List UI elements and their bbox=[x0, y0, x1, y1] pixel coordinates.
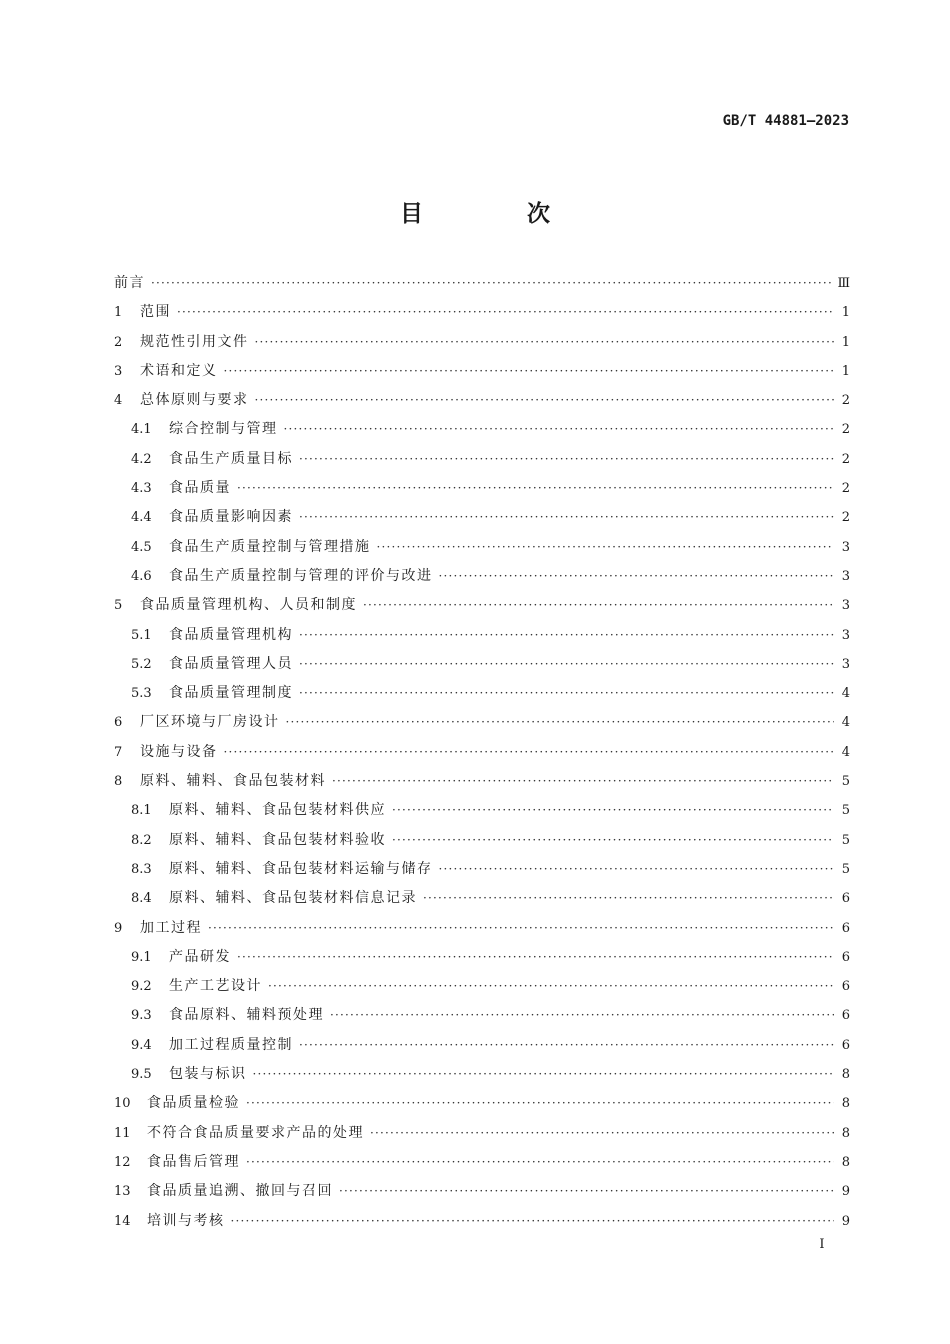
toc-entry[interactable] bbox=[114, 298, 850, 327]
toc-leader-dots bbox=[299, 445, 834, 474]
toc-leader-dots bbox=[299, 503, 834, 532]
toc-leader-dots bbox=[253, 1060, 835, 1089]
toc-entry-label: 综合控制与管理 bbox=[169, 421, 278, 438]
toc-entry-label: 设施与设备 bbox=[140, 743, 218, 760]
toc-entry-label: 食品质量影响因素 bbox=[169, 509, 293, 526]
toc-entry[interactable] bbox=[114, 445, 850, 474]
toc-entry-number: 9.2 bbox=[131, 979, 152, 995]
toc-leader-dots bbox=[299, 650, 834, 679]
toc-entry-number: 10 bbox=[114, 1096, 131, 1112]
toc-entry-page: 5 bbox=[841, 803, 850, 819]
toc-leader-dots bbox=[246, 1148, 834, 1177]
toc-entry-number: 7 bbox=[114, 744, 123, 760]
toc-leader-dots bbox=[363, 591, 834, 620]
toc-leader-dots bbox=[439, 855, 835, 884]
toc-entry[interactable] bbox=[114, 972, 850, 1001]
toc-entry-number: 13 bbox=[114, 1184, 131, 1200]
toc-entry-page: 5 bbox=[841, 861, 850, 877]
toc-entry[interactable] bbox=[114, 1089, 850, 1118]
toc-entry-label: 食品生产质量控制与管理的评价与改进 bbox=[169, 567, 433, 584]
toc-entry[interactable] bbox=[114, 650, 850, 679]
toc-entry-page: 4 bbox=[841, 686, 850, 702]
toc-entry-page: 6 bbox=[841, 1008, 850, 1024]
toc-leader-dots bbox=[392, 826, 834, 855]
toc-entry-page: 4 bbox=[841, 744, 850, 760]
toc-title: 目 次 bbox=[399, 201, 598, 227]
toc-leader-dots bbox=[231, 1207, 835, 1236]
toc-entry-page: 2 bbox=[841, 510, 850, 526]
toc-leader-dots bbox=[237, 943, 834, 972]
toc-entry-label: 生产工艺设计 bbox=[169, 978, 262, 995]
toc-entry-number: 2 bbox=[114, 334, 123, 350]
toc-entry-label: 食品原料、辅料预处理 bbox=[169, 1007, 324, 1024]
toc-entry[interactable] bbox=[114, 328, 850, 357]
toc-leader-dots bbox=[339, 1177, 834, 1206]
toc-entry-label: 食品质量管理人员 bbox=[169, 655, 293, 672]
toc-entry-page: 1 bbox=[841, 363, 850, 379]
toc-entry-page: 3 bbox=[841, 568, 850, 584]
toc-entry-label: 食品质量检验 bbox=[147, 1095, 240, 1112]
toc-entry[interactable] bbox=[114, 1148, 850, 1177]
toc-entry[interactable] bbox=[114, 1207, 850, 1236]
toc-entry-label: 食品质量管理机构 bbox=[169, 626, 293, 643]
toc-entry-number: 4.6 bbox=[131, 568, 152, 584]
toc-entry-number: 5.3 bbox=[131, 686, 152, 702]
toc-entry-number: 9.1 bbox=[131, 949, 152, 965]
toc-leader-dots bbox=[439, 562, 835, 591]
toc-entry-number: 4.5 bbox=[131, 539, 152, 555]
toc-entry-page: 6 bbox=[841, 891, 850, 907]
toc-entry-number: 9.3 bbox=[131, 1008, 152, 1024]
toc-leader-dots bbox=[268, 972, 834, 1001]
toc-entry-number: 8.1 bbox=[131, 803, 152, 819]
standard-number: GB/T 44881—2023 bbox=[722, 113, 849, 129]
toc-entry[interactable] bbox=[114, 1001, 850, 1030]
toc-leader-dots bbox=[377, 533, 835, 562]
toc-leader-dots bbox=[423, 884, 834, 913]
toc-entry-label: 加工过程 bbox=[140, 919, 202, 936]
toc-leader-dots bbox=[330, 1001, 834, 1030]
toc-entry-page: 3 bbox=[841, 627, 850, 643]
toc-entry-page: 8 bbox=[841, 1096, 850, 1112]
toc-entry[interactable] bbox=[114, 1060, 850, 1089]
toc-leader-dots bbox=[299, 1031, 834, 1060]
toc-entry-number: 5 bbox=[114, 598, 123, 614]
toc-entry-page: 5 bbox=[841, 832, 850, 848]
toc-entry-number: 12 bbox=[114, 1154, 131, 1170]
toc-entry[interactable] bbox=[114, 1177, 850, 1206]
toc-leader-dots bbox=[299, 679, 834, 708]
toc-entry-page: 6 bbox=[841, 949, 850, 965]
toc-entry-number: 4.1 bbox=[131, 422, 152, 438]
toc-entry[interactable] bbox=[114, 679, 850, 708]
toc-entry-page: 5 bbox=[841, 774, 850, 790]
toc-entry[interactable] bbox=[114, 269, 850, 298]
toc-entry-page: 8 bbox=[841, 1067, 850, 1083]
toc-entry-number: 1 bbox=[114, 305, 123, 321]
toc-leader-dots bbox=[255, 386, 835, 415]
toc-entry-page: 3 bbox=[841, 598, 850, 614]
toc-entry-number: 8.4 bbox=[131, 891, 152, 907]
toc-entry-page: 2 bbox=[841, 481, 850, 497]
toc-leader-dots bbox=[332, 767, 834, 796]
toc-entry-label: 原料、辅料、食品包装材料 bbox=[140, 773, 326, 790]
toc-entry-label: 范围 bbox=[140, 304, 171, 321]
toc-entry[interactable] bbox=[114, 796, 850, 825]
toc-entry[interactable] bbox=[114, 826, 850, 855]
toc-entry[interactable] bbox=[114, 914, 850, 943]
toc-entry-label: 食品生产质量目标 bbox=[169, 450, 293, 467]
toc-entry-page: 4 bbox=[841, 715, 850, 731]
toc-entry-number: 8.3 bbox=[131, 861, 152, 877]
toc-entry-label: 前言 bbox=[114, 275, 145, 291]
toc-entry-page: 9 bbox=[841, 1213, 850, 1229]
toc-entry-number: 6 bbox=[114, 715, 123, 731]
toc-leader-dots bbox=[224, 738, 835, 767]
toc-entry-page: 1 bbox=[841, 305, 850, 321]
toc-leader-dots bbox=[370, 1119, 834, 1148]
toc-entry-label: 食品质量管理制度 bbox=[169, 685, 293, 702]
toc-entry-number: 8.2 bbox=[131, 832, 152, 848]
toc-entry-label: 不符合食品质量要求产品的处理 bbox=[147, 1124, 364, 1141]
toc-entry[interactable] bbox=[114, 767, 850, 796]
toc-entry[interactable] bbox=[114, 386, 850, 415]
toc-leader-dots bbox=[299, 621, 834, 650]
toc-entry[interactable] bbox=[114, 562, 850, 591]
toc-entry-number: 8 bbox=[114, 774, 123, 790]
toc-entry[interactable] bbox=[114, 474, 850, 503]
toc-leader-dots bbox=[237, 474, 834, 503]
toc-entry-label: 术语和定义 bbox=[140, 362, 218, 379]
toc-entry[interactable] bbox=[114, 884, 850, 913]
toc-entry-page: 8 bbox=[841, 1154, 850, 1170]
toc-entry-number: 14 bbox=[114, 1213, 131, 1229]
toc-entry[interactable] bbox=[114, 1031, 850, 1060]
toc-entry-label: 原料、辅料、食品包装材料验收 bbox=[169, 831, 386, 848]
page-number: I bbox=[819, 1237, 825, 1252]
toc-entry[interactable] bbox=[114, 708, 850, 737]
toc-leader-dots bbox=[246, 1089, 834, 1118]
toc-entry-label: 包装与标识 bbox=[169, 1066, 247, 1083]
toc-entry-page: 6 bbox=[841, 1037, 850, 1053]
toc-leader-dots bbox=[284, 415, 835, 444]
toc-entry[interactable] bbox=[114, 357, 850, 386]
toc-entry-page: 2 bbox=[841, 451, 850, 467]
toc-entry-page: 8 bbox=[841, 1125, 850, 1141]
toc-entry[interactable] bbox=[114, 415, 850, 444]
toc-leader-dots bbox=[392, 796, 834, 825]
toc-entry-label: 规范性引用文件 bbox=[140, 333, 249, 350]
toc-entry-number: 4.3 bbox=[131, 481, 152, 497]
toc-entry[interactable] bbox=[114, 591, 850, 620]
toc-entry-label: 厂区环境与厂房设计 bbox=[140, 714, 280, 731]
toc-entry-page: Ⅲ bbox=[837, 276, 850, 291]
toc-entry-label: 原料、辅料、食品包装材料信息记录 bbox=[169, 890, 417, 907]
toc-entry-label: 总体原则与要求 bbox=[140, 392, 249, 409]
toc-leader-dots bbox=[177, 298, 834, 327]
toc-entry[interactable] bbox=[114, 503, 850, 532]
toc-entry-page: 3 bbox=[841, 539, 850, 555]
toc-entry-label: 食品质量管理机构、人员和制度 bbox=[140, 597, 357, 614]
toc-leader-dots bbox=[255, 328, 835, 357]
toc-entry-number: 3 bbox=[114, 363, 123, 379]
toc-entry-label: 产品研发 bbox=[169, 948, 231, 965]
toc-entry-page: 2 bbox=[841, 393, 850, 409]
toc-entry-label: 原料、辅料、食品包装材料供应 bbox=[169, 802, 386, 819]
toc-entry-page: 1 bbox=[841, 334, 850, 350]
toc-entry-label: 食品质量追溯、撤回与召回 bbox=[147, 1183, 333, 1200]
toc-entry-label: 培训与考核 bbox=[147, 1212, 225, 1229]
toc-entry-page: 9 bbox=[841, 1184, 850, 1200]
toc-entry-number: 5.2 bbox=[131, 656, 152, 672]
toc-entry-page: 6 bbox=[841, 920, 850, 936]
toc-entry-number: 5.1 bbox=[131, 627, 152, 643]
toc-entry-page: 3 bbox=[841, 656, 850, 672]
table-of-contents bbox=[114, 269, 850, 1236]
toc-entry-number: 4.2 bbox=[131, 451, 152, 467]
toc-leader-dots bbox=[208, 914, 834, 943]
toc-entry-label: 加工过程质量控制 bbox=[169, 1036, 293, 1053]
toc-entry-label: 食品质量 bbox=[169, 480, 231, 497]
toc-entry-label: 食品生产质量控制与管理措施 bbox=[169, 538, 371, 555]
toc-entry[interactable] bbox=[114, 1119, 850, 1148]
toc-entry-label: 原料、辅料、食品包装材料运输与储存 bbox=[169, 860, 433, 877]
toc-entry-number: 4.4 bbox=[131, 510, 152, 526]
toc-entry[interactable] bbox=[114, 738, 850, 767]
toc-entry-number: 9.5 bbox=[131, 1067, 152, 1083]
toc-entry[interactable] bbox=[114, 943, 850, 972]
toc-entry-label: 食品售后管理 bbox=[147, 1153, 240, 1170]
toc-entry-number: 11 bbox=[114, 1125, 131, 1141]
toc-entry-number: 9.4 bbox=[131, 1037, 152, 1053]
toc-entry[interactable] bbox=[114, 533, 850, 562]
toc-leader-dots bbox=[286, 708, 835, 737]
toc-entry-page: 6 bbox=[841, 979, 850, 995]
toc-entry[interactable] bbox=[114, 621, 850, 650]
toc-entry[interactable] bbox=[114, 855, 850, 884]
toc-leader-dots bbox=[224, 357, 835, 386]
toc-entry-number: 9 bbox=[114, 920, 123, 936]
toc-entry-number: 4 bbox=[114, 393, 123, 409]
toc-entry-page: 2 bbox=[841, 422, 850, 438]
toc-leader-dots bbox=[151, 269, 833, 298]
